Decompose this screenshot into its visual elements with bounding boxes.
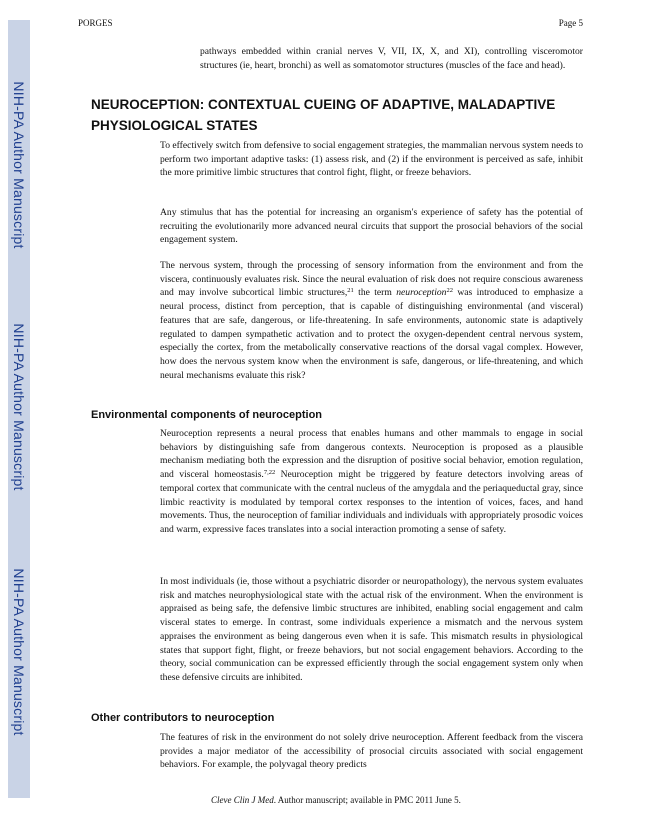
citation: 7,22 bbox=[263, 469, 276, 477]
page-number: Page 5 bbox=[558, 18, 583, 28]
paragraph: The nervous system, through the processing of sensory information from the environment and from the viscera, continuously evaluates risk. Since the neural evaluation of risk does not require conscious awareness and may involve subcortical limbic structures,$^{21}$ the term neuroception$^{22}$ was introduced to emphasize a neural process, distinct from perception, that is capable of distinguishing environmental (and visceral) features that are safe, dangerous, or life-threatening. In safe environments, autonomic state is adaptively regulated to dampen sympathetic activation and to protect the oxygen-dependent central nervous system, especially the cortex, from the metabolically conservative reactions of the dorsal vagal complex. However, how does the nervous system know when the environment is safe, dangerous, or life-threatening, and which neural mechanisms evaluate this risk? bbox=[160, 260, 583, 381]
citation: 22 bbox=[446, 287, 453, 295]
italic-term: neuroception bbox=[396, 287, 447, 299]
paragraph-continuation: pathways embedded within cranial nerves V, VII, IX, X, and XI), controlling visceromotor structures (ie, heart, bronchi) as well as somatomotor structures (muscles of the face and head). bbox=[200, 46, 583, 71]
paragraph: To effectively switch from defensive to social engagement strategies, the mammalian nervous system needs to perform two important adaptive tasks: (1) assess risk, and (2) if the environment is perceived as safe, inhibit the more primitive limbic structures that control fight, flight, or freeze behaviors. bbox=[160, 140, 584, 179]
footer-citation: Cleve Clin J Med. Author manuscript; available in PMC 2011 June 5. bbox=[211, 795, 461, 805]
paragraph: Neuroception represents a neural process that enables humans and other mammals to engage in social behaviors by distinguishing safe from dangerous contexts. Neuroception is proposed as a plausible mechanism mediating both the expression and the disruption of positive social behavior, emotion regulation, and visceral homeostasis.$^{7,22}$ Neuroception might be triggered by feature detectors involving areas of temporal cortex that communicate with the central nucleus of the amygdala and the periaqueductal gray, since limbic reactivity is modulated by temporal cortex responses to the intention of voices, faces, and hand movements. Thus, the neuroception of familiar individuals and individuals with appropriately prosodic voices and warm, expressive faces translates into a social interaction promoting a sense of safety. bbox=[160, 428, 583, 535]
paragraph: The features of risk in the environment do not solely drive neuroception. Afferent feedback from the viscera provides a major mediator of the accessibility of prosocial circuits associated with social engagement behaviors. For example, the polyvagal theory predicts bbox=[160, 732, 583, 771]
paragraph: Any stimulus that has the potential for increasing an organism's experience of safety has the potential of recruiting the evolutionarily more advanced neural circuits that support the prosocial behaviors of the social engagement system. bbox=[160, 207, 583, 246]
subsection-heading: Environmental components of neuroception bbox=[91, 409, 323, 421]
running-head: PORGES bbox=[78, 18, 113, 28]
subsection-heading: Other contributors to neuroception bbox=[91, 712, 275, 724]
citation: 21 bbox=[347, 287, 354, 295]
paragraph: In most individuals (ie, those without a psychiatric disorder or neuropathology), the nervous system evaluates risk and matches neurophysiological state with the actual risk of the environment. When the environment is appraised as being safe, the defensive limbic structures are inhibited, enabling social engagement and calm visceral states to emerge. In contrast, some individuals experience a mismatch and the nervous system appraises the environment as being dangerous even when it is safe. This mismatch results in physiological states that support fight, flight, or freeze behaviors, but not social engagement behaviors. According to the theory, social communication can be expressed efficiently through the social engagement system only when these defensive circuits are inhibited. bbox=[160, 576, 583, 683]
section-heading: NEUROCEPTION: CONTEXTUAL CUEING OF ADAPTIVE, MALADAPTIVE PHYSIOLOGICAL STATES bbox=[91, 97, 556, 133]
